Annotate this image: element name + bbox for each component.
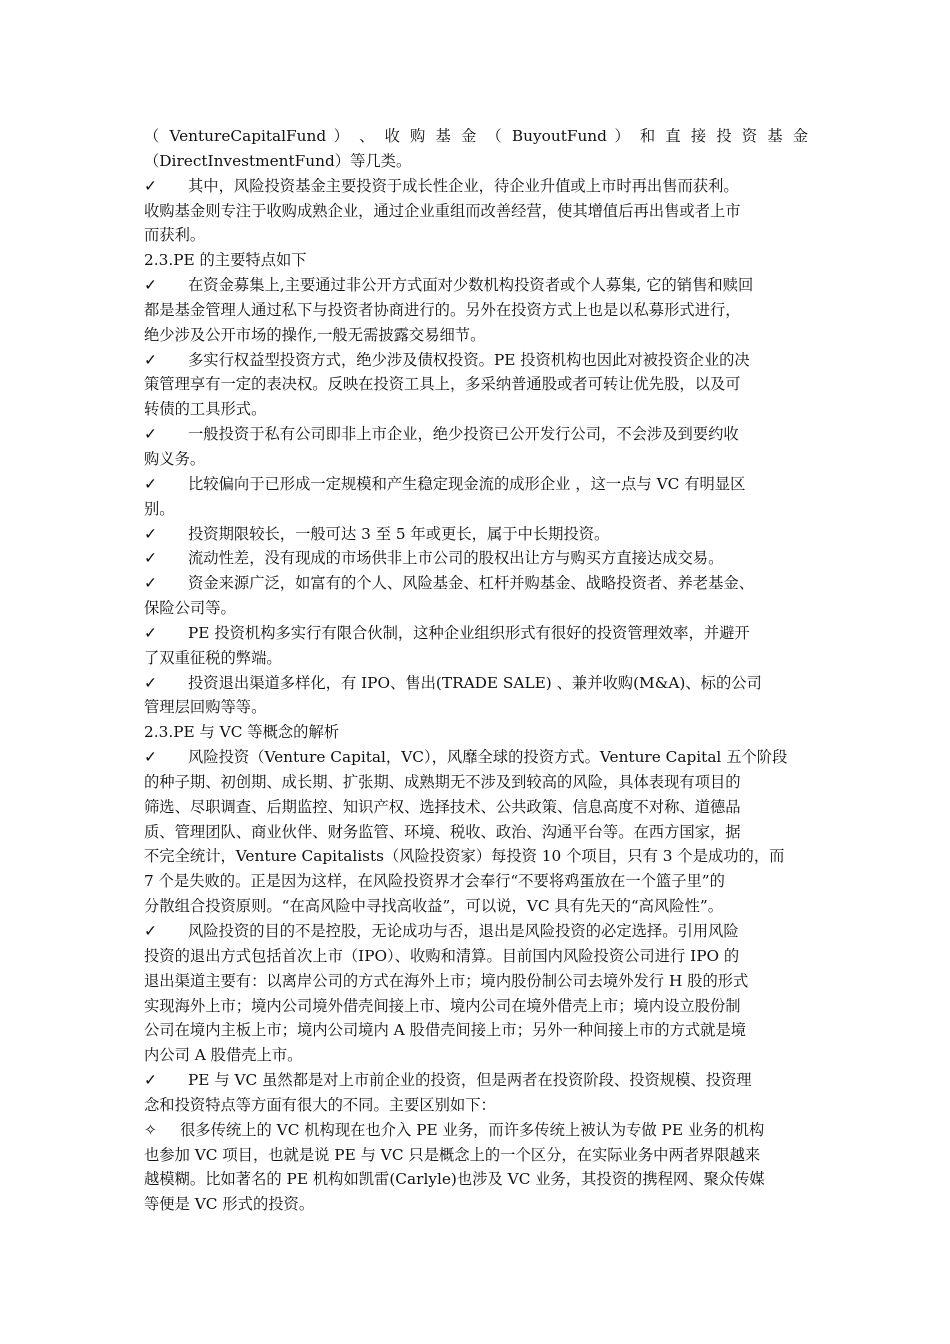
text-line — [144, 695, 808, 720]
checkmark-bullet-icon: ✓ — [144, 474, 157, 493]
line-text: 念和投资特点等方面有很大的不同。主要区别如下： — [144, 1095, 496, 1114]
checkmark-bullet-icon: ✓ — [144, 276, 157, 295]
line-text: 分散组合投资原则。“在高风险中寻找高收益”，可以说，VC 具有先天的“高风险性”。 — [144, 897, 723, 916]
text-line — [144, 944, 808, 969]
line-text: 比较偏向于已形成一定规模和产生稳定现金流的成形企业 ，这一点与 VC 有明显区 — [188, 474, 746, 493]
line-text: 绝少涉及公开市场的操作,一般无需披露交易细节。 — [144, 325, 486, 344]
line-text: 也参加 VC 项目，也就是说 PE 与 VC 只是概念上的一个区分，在实际业务中两者界限越来 — [144, 1145, 761, 1164]
line-text: 在资金募集上,主要通过非公开方式面对少数机构投资者或个人募集, 它的销售和赎回 — [188, 276, 754, 295]
text-line — [144, 795, 808, 820]
line-text: 质、管理团队、商业伙伴、财务监管、环境、税收、政治、沟通平台等。在西方国家，据 — [144, 822, 741, 841]
text-line — [144, 621, 808, 646]
line-text: 资金来源广泛，如富有的个人、风险基金、杠杆并购基金、战略投资者、养老基金、 — [188, 574, 754, 593]
text-line — [144, 869, 808, 894]
line-text: 收购基金则专注于收购成熟企业，通过企业重组而改善经营，使其增值后再出售或者上市 — [144, 201, 741, 220]
checkmark-bullet-icon: ✓ — [144, 524, 157, 543]
text-line — [144, 372, 808, 397]
text-line — [144, 1192, 808, 1217]
text-line — [144, 1068, 808, 1093]
text-line — [144, 820, 808, 845]
line-text: 公司在境内主板上市；境内公司境内 A 股借壳间接上市；另外一种间接上市的方式就是境 — [144, 1021, 747, 1040]
text-line — [144, 1118, 808, 1143]
checkmark-bullet-icon: ✓ — [144, 673, 157, 692]
text-line — [144, 348, 808, 373]
text-line — [144, 298, 808, 323]
line-text: 都是基金管理人通过私下与投资者协商进行的。另外在投资方式上也是以私募形式进行， — [144, 300, 741, 319]
text-line — [144, 919, 808, 944]
line-text: 7 个是失败的。正是因为这样，在风险投资界才会奉行“不要将鸡蛋放在一个篮子里”的 — [144, 872, 725, 891]
line-text: 投资退出渠道多样化，有 IPO、售出(TRADE SALE) 、兼并收购(M&A)、标的公司 — [188, 673, 762, 692]
text-line — [144, 770, 808, 795]
document-page — [144, 124, 808, 1217]
line-text: 一般投资于私有公司即非上市企业，绝少投资已公开发行公司，不会涉及到要约收 — [188, 425, 739, 444]
line-text: （ VentureCapitalFund ） 、 收 购 基 金 （ BuyoutFund ） 和 直 接 投 资 基 金 — [144, 127, 808, 145]
text-line — [144, 273, 808, 298]
checkmark-bullet-icon: ✓ — [144, 176, 157, 195]
line-text: PE 投资机构多实行有限合伙制，这种企业组织形式有很好的投资管理效率，并避开 — [188, 623, 750, 642]
text-line — [144, 522, 808, 547]
checkmark-bullet-icon: ✓ — [144, 574, 157, 593]
checkmark-bullet-icon: ✓ — [144, 549, 157, 568]
line-text: 风险投资（Venture Capital，VC），风靡全球的投资方式。Venture Capital 五个阶段 — [188, 748, 788, 767]
line-text: 2.3.PE 与 VC 等概念的解析 — [144, 723, 340, 742]
line-text: 越模糊。比如著名的 PE 机构如凯雷(Carlyle)也涉及 VC 业务，其投资的携程网、聚众传媒 — [144, 1170, 765, 1189]
checkmark-bullet-icon: ✓ — [144, 623, 157, 642]
checkmark-bullet-icon: ✓ — [144, 748, 157, 767]
line-text: （DirectInvestmentFund）等几类。 — [144, 151, 412, 170]
line-text: 内公司 A 股借壳上市。 — [144, 1046, 303, 1065]
text-line — [144, 1043, 808, 1068]
text-line — [144, 1167, 808, 1192]
text-line — [144, 174, 808, 199]
line-text: 而获利。 — [144, 226, 206, 245]
line-text: PE 与 VC 虽然都是对上市前企业的投资，但是两者在投资阶段、投资规模、投资理 — [188, 1071, 752, 1090]
line-text: 策管理享有一定的表决权。反映在投资工具上，多采纳普通股或者可转让优先股，以及可 — [144, 375, 741, 394]
text-line — [144, 969, 808, 994]
checkmark-bullet-icon: ✓ — [144, 1071, 157, 1090]
text-line — [144, 1018, 808, 1043]
line-text: 购义务。 — [144, 449, 206, 468]
diamond-bullet-icon: ✧ — [144, 1120, 157, 1139]
text-line — [144, 199, 808, 224]
text-line — [144, 844, 808, 869]
text-line — [144, 248, 808, 273]
line-text: 多实行权益型投资方式，绝少涉及债权投资。PE 投资机构也因此对被投资企业的决 — [188, 350, 750, 369]
line-text: 等便是 VC 形式的投资。 — [144, 1195, 315, 1214]
line-text: 投资的退出方式包括首次上市（IPO）、收购和清算。目前国内风险投资公司进行 IPO 的 — [144, 946, 740, 965]
text-line — [144, 1093, 808, 1118]
text-line — [144, 745, 808, 770]
line-text: 的种子期、初创期、成长期、扩张期、成熟期无不涉及到较高的风险，具体表现有项目的 — [144, 772, 741, 791]
line-text: 退出渠道主要有：以离岸公司的方式在海外上市；境内股份制公司去境外发行 H 股的形式 — [144, 971, 749, 990]
text-line — [144, 1143, 808, 1168]
line-text: 流动性差，没有现成的市场供非上市公司的股权出让方与购买方直接达成交易。 — [188, 549, 724, 568]
line-text: 2.3.PE 的主要特点如下 — [144, 251, 307, 270]
text-line — [144, 596, 808, 621]
line-text: 转债的工具形式。 — [144, 400, 267, 419]
line-text: 风险投资的目的不是控股，无论成功与否，退出是风险投资的必定选择。引用风险 — [188, 922, 739, 940]
text-line — [144, 497, 808, 522]
text-line — [144, 422, 808, 447]
text-line — [144, 472, 808, 497]
line-text: 管理层回购等等。 — [144, 698, 267, 717]
text-line — [144, 720, 808, 745]
text-line — [144, 223, 808, 248]
line-text: 筛选、尽职调查、后期监控、知识产权、选择技术、公共政策、信息高度不对称、道德品 — [144, 797, 741, 816]
text-line — [144, 646, 808, 671]
line-text: 不完全统计，Venture Capitalists（风险投资家）每投资 10 个项目，只有 3 个是成功的，而 — [144, 847, 785, 866]
line-text: 保险公司等。 — [144, 599, 236, 618]
text-line — [144, 671, 808, 696]
checkmark-bullet-icon: ✓ — [144, 922, 157, 940]
text-line — [144, 546, 808, 571]
text-line — [144, 124, 808, 149]
line-text: 很多传统上的 VC 机构现在也介入 PE 业务，而许多传统上被认为专做 PE 业务的机构 — [180, 1120, 765, 1139]
text-line — [144, 397, 808, 422]
line-text: 其中，风险投资基金主要投资于成长性企业，待企业升值或上市时再出售而获利。 — [188, 176, 739, 195]
checkmark-bullet-icon: ✓ — [144, 425, 157, 444]
text-line — [144, 571, 808, 596]
checkmark-bullet-icon: ✓ — [144, 350, 157, 369]
line-text: 投资期限较长，一般可达 3 至 5 年或更长，属于中长期投资。 — [188, 524, 610, 543]
text-line — [144, 994, 808, 1019]
text-line — [144, 447, 808, 472]
text-line — [144, 894, 808, 919]
line-text: 别。 — [144, 499, 175, 518]
line-text: 了双重征税的弊端。 — [144, 648, 282, 667]
text-line — [144, 149, 808, 174]
line-text: 实现海外上市；境内公司境外借壳间接上市、境内公司在境外借壳上市；境内设立股份制 — [144, 996, 741, 1015]
text-line — [144, 323, 808, 348]
